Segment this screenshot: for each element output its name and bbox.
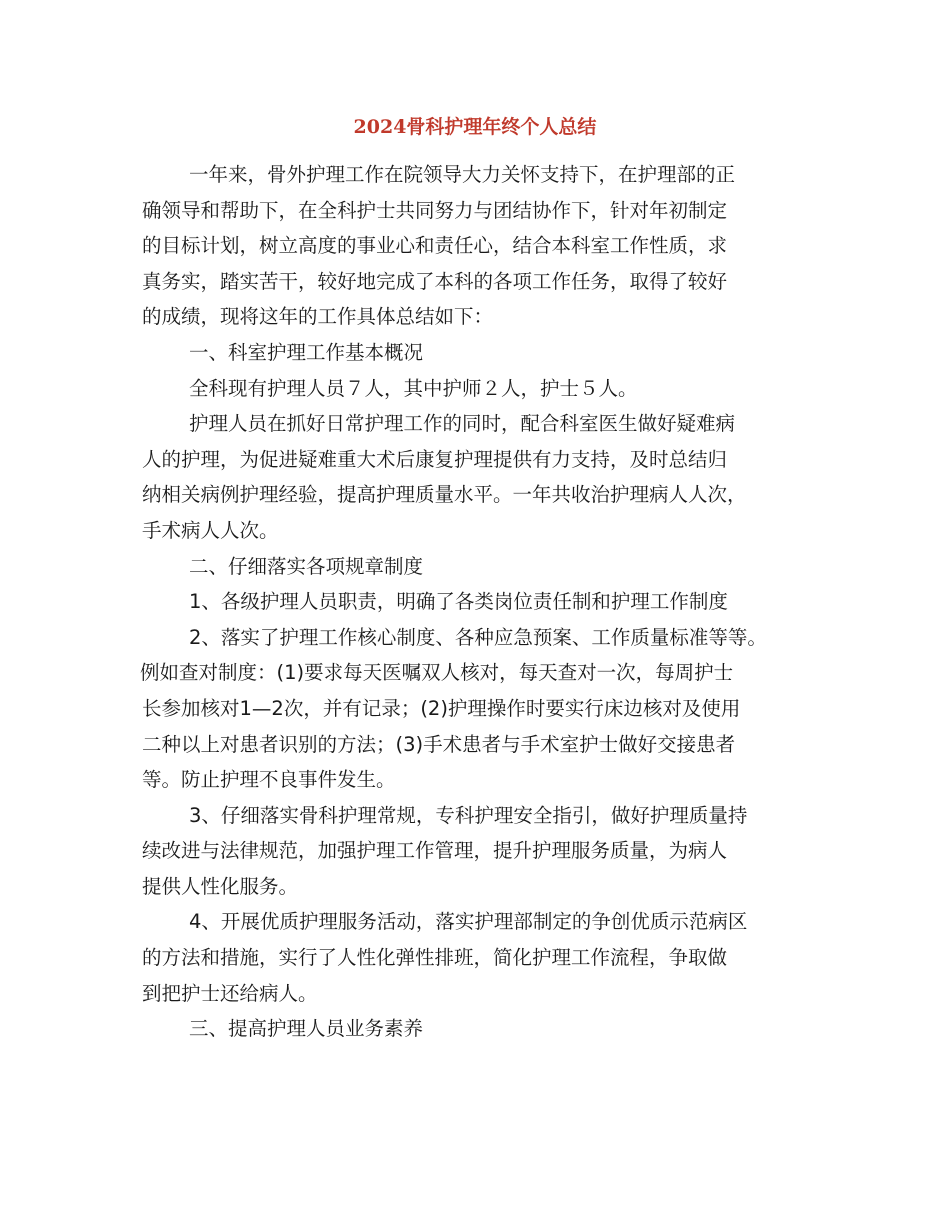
section-heading-3 xyxy=(142,1011,822,1047)
text-line: 例如查对制度：(1)要求每天医嘱双人核对，每天查对一次，每周护士 xyxy=(140,661,734,685)
text-line: 真务实，踏实苦干，较好地完成了本科的各项工作任务，取得了较好 xyxy=(142,269,728,293)
text-line: 纳相关病例护理经验，提高护理质量水平。一年共收治护理病人人次， xyxy=(142,483,747,507)
paragraph-item-1 xyxy=(142,584,822,620)
text-line: 1、各级护理人员职责，明确了各类岗位责任制和护理工作制度 xyxy=(189,590,728,614)
text-line: 4、开展优质护理服务活动，落实护理部制定的争创优质示范病区 xyxy=(189,910,748,934)
text-line: 3、仔细落实骨科护理常规，专科护理安全指引，做好护理质量持 xyxy=(189,803,748,827)
paragraph-intro xyxy=(142,157,822,335)
text-line: 到把护士还给病人。 xyxy=(142,981,318,1005)
section-heading-2 xyxy=(142,549,822,585)
text-line: 长参加核对1—2次，并有记录；(2)护理操作时要实行床边核对及使用 xyxy=(142,696,741,720)
text-line: 的方法和措施，实行了人性化弹性排班，简化护理工作流程，争取做 xyxy=(142,946,728,970)
paragraph-staff xyxy=(142,371,822,407)
text-line: 全科现有护理人员７人，其中护师２人，护士５人。 xyxy=(189,376,638,400)
paragraph-care xyxy=(142,406,822,548)
document-body xyxy=(142,157,822,1047)
document-title: 2024骨科护理年终个人总结 xyxy=(353,116,597,138)
text-line: 三、提高护理人员业务素养 xyxy=(189,1017,424,1041)
text-line: 一、科室护理工作基本概况 xyxy=(189,340,424,364)
text-line: 2、落实了护理工作核心制度、各种应急预案、工作质量标准等等。 xyxy=(189,625,767,649)
text-line: 提供人性化服务。 xyxy=(142,874,299,898)
text-line: 二种以上对患者识别的方法；(3)手术患者与手术室护士做好交接患者 xyxy=(142,732,736,756)
text-line: 二、仔细落实各项规章制度 xyxy=(189,554,424,578)
text-line: 续改进与法律规范，加强护理工作管理，提升护理服务质量，为病人 xyxy=(142,839,728,863)
text-line: 人的护理，为促进疑难重大术后康复护理提供有力支持，及时总结归 xyxy=(142,447,728,471)
section-heading-1 xyxy=(142,335,822,371)
text-line: 等。防止护理不良事件发生。 xyxy=(142,768,396,792)
paragraph-item-2 xyxy=(142,620,822,798)
text-line: 确领导和帮助下，在全科护士共同努力与团结协作下，针对年初制定 xyxy=(142,198,728,222)
text-line: 一年来，骨外护理工作在院领导大力关怀支持下，在护理部的正 xyxy=(189,163,736,186)
paragraph-item-3 xyxy=(142,798,822,905)
text-line: 的目标计划，树立高度的事业心和责任心，结合本科室工作性质，求 xyxy=(142,234,728,258)
text-line: 手术病人人次。 xyxy=(142,518,279,542)
text-line: 护理人员在抓好日常护理工作的同时，配合科室医生做好疑难病 xyxy=(189,412,736,436)
text-line: 的成绩，现将这年的工作具体总结如下： xyxy=(142,305,494,329)
paragraph-item-4 xyxy=(142,904,822,1011)
